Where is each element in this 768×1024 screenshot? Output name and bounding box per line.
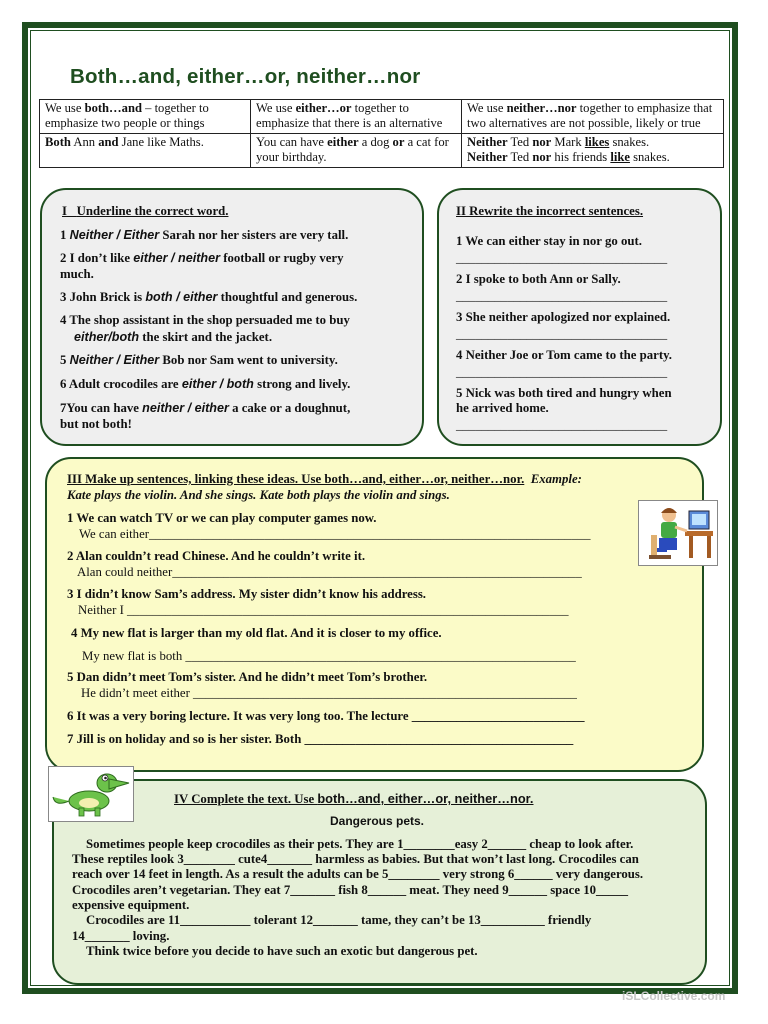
text-line: Sometimes people keep crocodiles as their pets. They are 1________easy 2______ cheap to look after. — [86, 837, 634, 851]
text-line: These reptiles look 3________ cute4_______ harmless as babies. But that won’t last long. Crocodiles can — [72, 852, 639, 866]
list-item: 4 Neither Joe or Tom came to the party. — [456, 348, 672, 362]
list-item: 6 Adult crocodiles are either / both strong and lively. — [60, 377, 351, 391]
page-title: Both…and, either…or, neither…nor — [70, 65, 421, 88]
section-4-subtitle: Dangerous pets. — [330, 814, 425, 828]
watermark: iSLCollective.com — [622, 989, 726, 1003]
table-cell: We use both…and – together to emphasize two people or things — [40, 100, 251, 134]
list-item: 2 I spoke to both Ann or Sally. — [456, 272, 621, 286]
list-item: 5 Dan didn’t meet Tom’s sister. And he didn’t meet Tom’s brother. — [67, 670, 428, 684]
section-3-heading: III Make up sentences, linking these ideas. Use both…and, either…or, neither…nor. Example: — [67, 472, 582, 486]
list-item: 5 Neither / Either Bob nor Sam went to university. — [60, 353, 338, 367]
text-line: expensive equipment. — [72, 898, 190, 912]
answer-blank[interactable]: _________________________________ — [456, 327, 668, 341]
computer-kid-icon — [638, 500, 718, 566]
list-item: 1 Neither / Either Sarah nor her sisters are very tall. — [60, 228, 349, 242]
list-item-continuation: but not both! — [60, 417, 132, 431]
section-1-heading: I Underline the correct word. — [62, 204, 229, 218]
answer-blank[interactable]: _________________________________ — [456, 251, 668, 265]
answer-blank[interactable]: _________________________________ — [456, 365, 668, 379]
answer-line[interactable]: We can either_____________________________________________________________________ — [79, 527, 591, 541]
answer-line[interactable]: My new flat is both _____________________________________________________________ — [82, 649, 576, 663]
table-cell: Neither Ted nor Mark likes snakes. Neither Ted nor his friends like snakes. — [462, 134, 724, 168]
list-item: 4 The shop assistant in the shop persuaded me to buy — [60, 313, 350, 327]
table-cell: You can have either a dog or a cat for your birthday. — [251, 134, 462, 168]
text-line: Crocodiles aren’t vegetarian. They eat 7_______ fish 8______ meat. They need 9______ space 10_____ — [72, 883, 629, 897]
table-row — [40, 134, 724, 168]
text-line: Crocodiles are 11___________ tolerant 12_______ tame, they can’t be 13__________ friendly — [86, 913, 592, 927]
answer-line[interactable]: Alan could neither________________________________________________________________ — [77, 565, 582, 579]
list-item: 2 Alan couldn’t read Chinese. And he couldn’t write it. — [67, 549, 366, 563]
list-item: 5 Nick was both tired and hungry when — [456, 386, 672, 400]
table-cell: Both Ann and Jane like Maths. — [40, 134, 251, 168]
list-item: 3 I didn’t know Sam’s address. My sister didn’t know his address. — [67, 587, 426, 601]
list-item: 3 John Brick is both / either thoughtful and generous. — [60, 290, 358, 304]
list-item: 4 My new flat is larger than my old flat. And it is closer to my office. — [71, 626, 442, 640]
list-item: 1 We can watch TV or we can play computer games now. — [67, 511, 377, 525]
text-line: Think twice before you decide to have such an exotic but dangerous pet. — [86, 944, 478, 958]
crocodile-icon — [48, 766, 134, 822]
answer-line[interactable]: He didn’t meet either ____________________________________________________________ — [81, 686, 577, 700]
answer-blank[interactable]: _________________________________ — [456, 418, 668, 432]
list-item: 2 I don’t like either / neither football or rugby very — [60, 251, 344, 265]
answer-line[interactable]: Neither I _____________________________________________________________________ — [78, 603, 569, 617]
answer-blank[interactable]: _________________________________ — [456, 289, 668, 303]
list-item-continuation: either/both the skirt and the jacket. — [74, 330, 273, 344]
table-cell: We use neither…nor together to emphasize that two alternatives are not possible, likely or true — [462, 100, 724, 134]
list-item-continuation: he arrived home. — [456, 401, 549, 415]
intro-table — [39, 99, 724, 168]
list-item[interactable]: 7 Jill is on holiday and so is her sister. Both __________________________________________ — [67, 732, 574, 746]
list-item-continuation: much. — [60, 267, 94, 281]
table-row — [40, 100, 724, 134]
section-4-heading: IV Complete the text. Use both…and, either…or, neither…nor. — [174, 791, 534, 806]
text-line: 14_______ loving. — [72, 929, 170, 943]
list-item: 1 We can either stay in nor go out. — [456, 234, 642, 248]
table-cell: We use either…or together to emphasize that there is an alternative — [251, 100, 462, 134]
list-item: 3 She neither apologized nor explained. — [456, 310, 671, 324]
text-line: reach over 14 feet in length. As a result the adults can be 5________ very strong 6______ very dangerous. — [72, 867, 644, 881]
section-3-example: Kate plays the violin. And she sings. Kate both plays the violin and sings. — [67, 488, 450, 502]
list-item[interactable]: 6 It was a very boring lecture. It was very long too. The lecture ___________________________ — [67, 709, 585, 723]
section-2-heading: II Rewrite the incorrect sentences. — [456, 204, 644, 218]
list-item: 7You can have neither / either a cake or a doughnut, — [60, 401, 351, 415]
